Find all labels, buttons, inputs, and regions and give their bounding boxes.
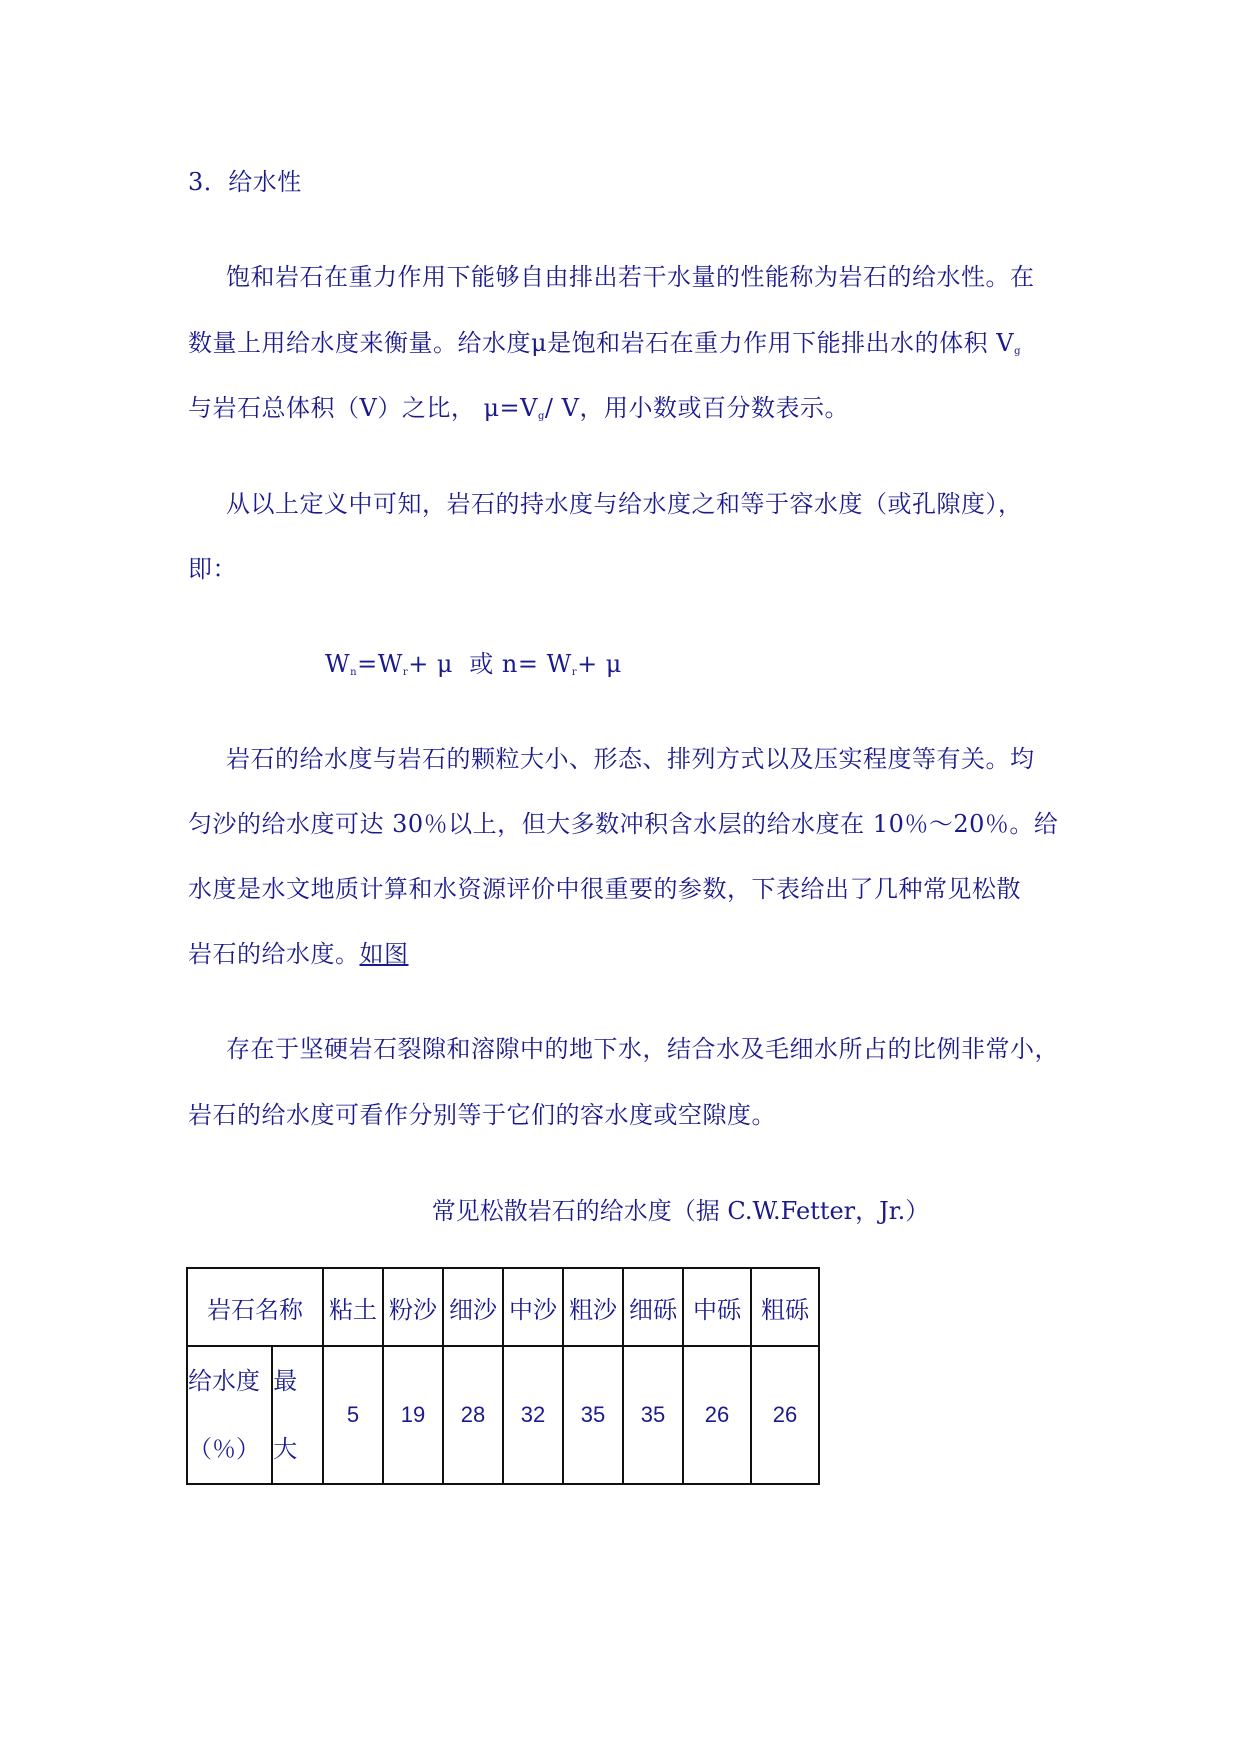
paragraph-line: 从以上定义中可知，岩石的持水度与给水度之和等于容水度（或孔隙度）， bbox=[226, 490, 1023, 518]
table-caption: 常见松散岩石的给水度（据 C.W.Fetter，Jr.） bbox=[431, 1197, 930, 1225]
table-cell: 35 bbox=[623, 1346, 683, 1484]
column-header: 中沙 bbox=[503, 1268, 563, 1346]
column-header: 粗砾 bbox=[751, 1268, 819, 1346]
figure-link[interactable]: 如图 bbox=[359, 940, 409, 968]
table-cell: 19 bbox=[383, 1346, 443, 1484]
column-header: 细沙 bbox=[443, 1268, 503, 1346]
paragraph-line: 岩石的给水度可看作分别等于它们的容水度或空隙度。 bbox=[188, 1101, 776, 1129]
table-cell: 26 bbox=[683, 1346, 751, 1484]
column-header: 粉沙 bbox=[383, 1268, 443, 1346]
column-header: 细砾 bbox=[623, 1268, 683, 1346]
subscript: g bbox=[1014, 346, 1021, 357]
paragraph-line: 匀沙的给水度可达 30％以上，但大多数冲积含水层的给水度在 10％～20％。给 bbox=[188, 810, 1059, 838]
column-header: 粘土 bbox=[323, 1268, 383, 1346]
row-sub-label: 最 大 bbox=[272, 1346, 323, 1484]
formula: $W_n=W_r+ \mu$ 或 $n= W_r+ \mu$ bbox=[325, 650, 622, 678]
column-header: 中砾 bbox=[683, 1268, 751, 1346]
column-header: 粗沙 bbox=[563, 1268, 623, 1346]
paragraph-line: 数量上用给水度来衡量。给水度μ是饱和岩石在重力作用下能排出水的体积 $V_g$ bbox=[188, 329, 1021, 357]
paragraph-line: 岩石的给水度与岩石的颗粒大小、形态、排列方式以及压实程度等有关。均 bbox=[226, 745, 1035, 773]
paragraph-line: 饱和岩石在重力作用下能够自由排出若干水量的性能称为岩石的给水性。在 bbox=[226, 263, 1035, 291]
subscript: g bbox=[538, 411, 545, 422]
table-header-row bbox=[187, 1268, 819, 1346]
paragraph-line: 与岩石总体积（V）之比， $\mu=V_g/$ V，用小数或百分数表示。 bbox=[188, 394, 849, 422]
header-rock-name: 岩石名称 bbox=[187, 1268, 323, 1346]
table-cell: 35 bbox=[563, 1346, 623, 1484]
paragraph-line: 即： bbox=[188, 555, 237, 583]
table-row bbox=[187, 1346, 819, 1484]
table-cell: 32 bbox=[503, 1346, 563, 1484]
table-cell: 5 bbox=[323, 1346, 383, 1484]
section-heading: 3．给水性 bbox=[188, 168, 302, 196]
table-cell: 28 bbox=[443, 1346, 503, 1484]
paragraph-line: 水度是水文地质计算和水资源评价中很重要的参数，下表给出了几种常见松散 bbox=[188, 875, 1021, 903]
specific-yield-table bbox=[186, 1267, 820, 1485]
row-label: 给水度 （％） bbox=[187, 1346, 272, 1484]
paragraph-line: 岩石的给水度。如图 bbox=[188, 940, 409, 968]
table-cell: 26 bbox=[751, 1346, 819, 1484]
paragraph-line: 存在于坚硬岩石裂隙和溶隙中的地下水，结合水及毛细水所占的比例非常小， bbox=[226, 1035, 1059, 1063]
